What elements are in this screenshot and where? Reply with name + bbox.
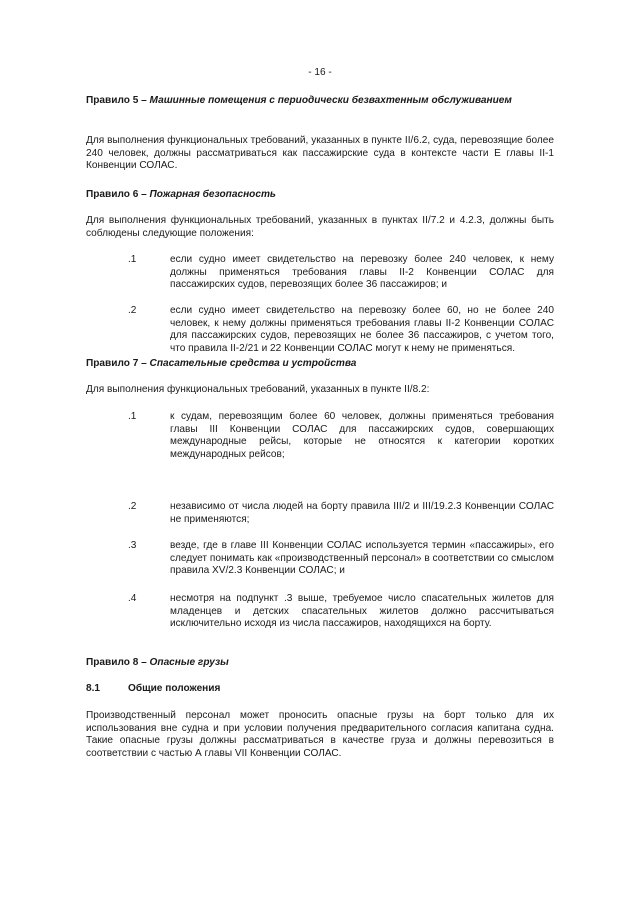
rule5-label: Правило 5 – bbox=[86, 95, 147, 106]
rule8-subsection-title: Общие положения bbox=[128, 683, 221, 694]
rule7-item-2-text: независимо от числа людей на борту правила III/2 и III/19.2.3 Конвенции СОЛАС не применяются; bbox=[170, 501, 554, 525]
rule7-item-3-text: везде, где в главе III Конвенции СОЛАС используется термин «пассажиры», его следует понимать как «производственный персонал» в соответствии со смыслом правила XV/2.3 Конвенции СОЛАС; и bbox=[170, 540, 554, 577]
rule8-heading bbox=[86, 657, 554, 670]
rule6-title: Пожарная безопасность bbox=[149, 189, 276, 200]
rule7-item-3-number: .3 bbox=[128, 540, 137, 551]
rule6-intro: Для выполнения функциональных требований, указанных в пунктах II/7.2 и 4.2.3, должны быть соблюдены следующие положения: bbox=[86, 215, 554, 239]
rule8-label: Правило 8 – bbox=[86, 657, 147, 668]
rule7-title: Спасательные средства и устройства bbox=[149, 358, 357, 369]
rule6-heading bbox=[86, 189, 554, 202]
rule7-heading bbox=[86, 358, 554, 371]
rule7-item-1-text: к судам, перевозящим более 60 человек, должны применяться требования главы III Конвенции СОЛАС для пассажирских судов, совершающих международные рейсы, которые не относятся к категории коротких международных рейсов; bbox=[170, 411, 554, 460]
rule6-item-1-number: .1 bbox=[128, 254, 137, 265]
rule6-item-1-text: если судно имеет свидетельство на перевозку более 240 человек, к нему должны применяться требования главы II-2 Конвенции СОЛАС для пассажирских судов, перевозящих более 36 пассажиров; и bbox=[170, 254, 554, 291]
rule6-item-2-text: если судно имеет свидетельство на перевозку более 60, но не более 240 человек, к нему должны применяться требования главы II-2 Конвенции СОЛАС для пассажирских судов, перевозящих не более 36 пассажиров, с учетом того, что правила II-2/21 и 22 Конвенции СОЛАС могут к нему не применяться. bbox=[170, 305, 554, 354]
rule7-intro: Для выполнения функциональных требований, указанных в пункте II/8.2: bbox=[86, 384, 430, 395]
rule6-item-2-number: .2 bbox=[128, 305, 137, 316]
rule7-item-4-number: .4 bbox=[128, 593, 137, 604]
rule8-title: Опасные грузы bbox=[149, 657, 229, 668]
rule7-item-1-number: .1 bbox=[128, 411, 137, 422]
rule5-heading bbox=[86, 95, 554, 108]
rule7-label: Правило 7 – bbox=[86, 358, 147, 369]
rule8-subsection-number: 8.1 bbox=[86, 683, 101, 694]
page-number: - 16 - bbox=[308, 67, 332, 78]
rule8-body: Производственный персонал может проносить опасные грузы на борт только для их использования вне судна и при условии получения предварительного согласия капитана судна. Такие опасные грузы должны рассматриваться в качестве груза и должны перевозиться в соответствии с частью А главы VII Конвенции СОЛАС. bbox=[86, 710, 554, 759]
rule6-label: Правило 6 – bbox=[86, 189, 147, 200]
rule5-title: Машинные помещения с периодически безвахтенным обслуживанием bbox=[149, 95, 512, 106]
rule5-body: Для выполнения функциональных требований, указанных в пункте II/6.2, суда, перевозящие более 240 человек, должны рассматриваться как пассажирские суда в контексте части Е главы II-1 Конвенции СОЛАС. bbox=[86, 135, 554, 172]
rule7-item-2-number: .2 bbox=[128, 501, 137, 512]
rule7-item-4-text: несмотря на подпункт .3 выше, требуемое число спасательных жилетов для младенцев и детских спасательных жилетов должно рассчитываться исключительно исходя из числа пассажиров, находящихся на борту. bbox=[170, 593, 554, 630]
